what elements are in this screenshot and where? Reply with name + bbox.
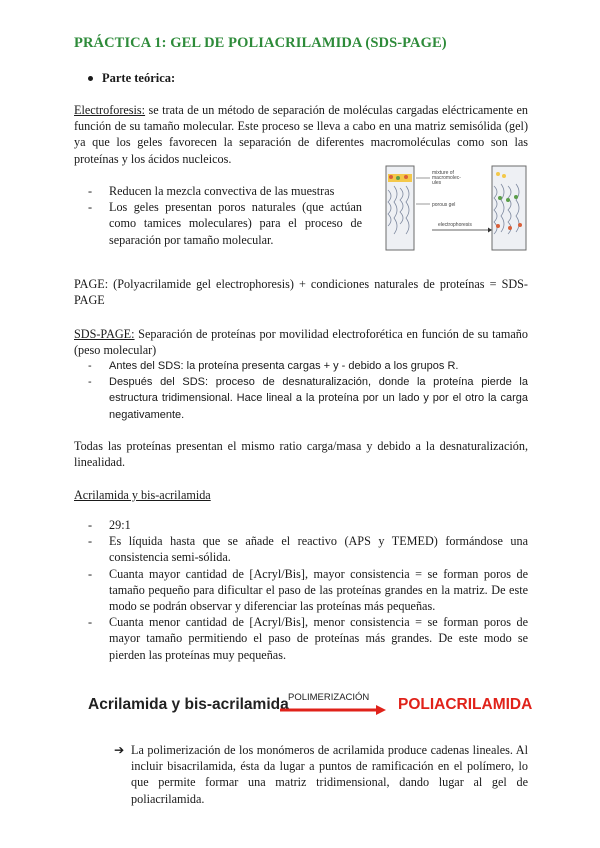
ratio-paragraph: Todas las proteínas presentan el mismo ratio carga/masa y debido a la desnaturalización, linealidad. <box>74 439 528 470</box>
sds-page-term: SDS-PAGE: <box>74 327 135 341</box>
label-porous: porous gel <box>432 202 456 208</box>
arrow-bullet-icon: ➔ <box>114 743 125 757</box>
acrilamida-heading: Acrilamida y bis-acrilamida <box>74 488 211 502</box>
electroforesis-list <box>88 183 362 248</box>
sds-page-paragraph <box>74 326 528 358</box>
sds-page-text: Separación de proteínas por movilidad electroforética en función de su tamaño (peso molecular) <box>74 327 528 358</box>
list-item: - Reducen la mezcla convectiva de las muestras <box>88 183 362 199</box>
sds-page-list <box>88 358 528 423</box>
banner-left-text: Acrilamida y bis-acrilamida <box>88 696 289 713</box>
bullet-dot <box>88 76 93 81</box>
page-paragraph: PAGE: (Polyacrilamide gel electrophoresis) + condiciones naturales de proteínas = SDS-PAGE <box>74 277 528 308</box>
list-item: - Cuanta mayor cantidad de [Acryl/Bis], mayor consistencia = se forman poros de tamaño pequeño para dificultar el paso de las proteínas grandes en la matriz. De este modo se podrán observar y diferenciar las proteínas más pequeñas. <box>88 566 528 615</box>
electrophoresis-figure <box>380 160 532 254</box>
list-item: - Antes del SDS: la proteína presenta cargas + y - debido a los grupos R. <box>88 358 528 374</box>
banner-middle-text: POLIMERIZACIÓN <box>288 692 370 703</box>
list-item: - 29:1 <box>88 517 528 533</box>
page-title: PRÁCTICA 1: GEL DE POLIACRILAMIDA (SDS-PAGE) <box>74 35 447 51</box>
list-item: - Cuanta menor cantidad de [Acryl/Bis], menor consistencia = se forman poros de mayor tamaño permitiendo el paso de proteínas más grandes. De este modo se pierden las proteínas muy pequeñas. <box>88 614 528 663</box>
electroforesis-paragraph <box>74 102 528 167</box>
gel-tube-after <box>492 166 526 250</box>
polymerization-note-text: La polimerización de los monómeros de acrilamida produce cadenas lineales. Al incluir bisacrilamida, ésta da lugar a puntos de ramificación en el polímero, lo que permite formar una matriz tridimensional, dando lugar al gel de poliacrilamida. <box>131 743 528 806</box>
gel-tube-before <box>386 166 414 250</box>
banner-right-text: POLIACRILAMIDA <box>398 696 533 713</box>
list-item: - Los geles presentan poros naturales (que actúan como tamices moleculares) para el proceso de separación por tamaño molecular. <box>88 199 362 248</box>
electroforesis-text: se trata de un método de separación de moléculas cargadas eléctricamente en función de su tamaño molecular. Este proceso se lleva a cabo en una matriz semisólida (gel) ya que los geles favorecen la separación de diferentes macromoléculas como son las proteínas y los ácidos nucleicos. <box>74 103 528 166</box>
list-item: - Después del SDS: proceso de desnaturalización, donde la proteína pierde la estructura tridimensional. Hace lineal a la proteína por un lado y por el otro la carga negativamente. <box>88 374 528 423</box>
section-heading <box>88 71 175 86</box>
list-item: - Es líquida hasta que se añade el reactivo (APS y TEMED) formándose una consistencia semi-sólida. <box>88 533 528 565</box>
acrilamida-list <box>88 517 528 663</box>
electroforesis-term: Electroforesis: <box>74 103 146 117</box>
polymerization-banner <box>88 690 533 724</box>
polymerization-note <box>114 742 528 807</box>
label-electro: electrophoresis <box>438 222 472 228</box>
red-arrow-icon <box>280 704 388 716</box>
section-heading-label: Parte teórica: <box>102 71 176 85</box>
label-mixture: mixture of macromolec-ules <box>432 170 461 186</box>
